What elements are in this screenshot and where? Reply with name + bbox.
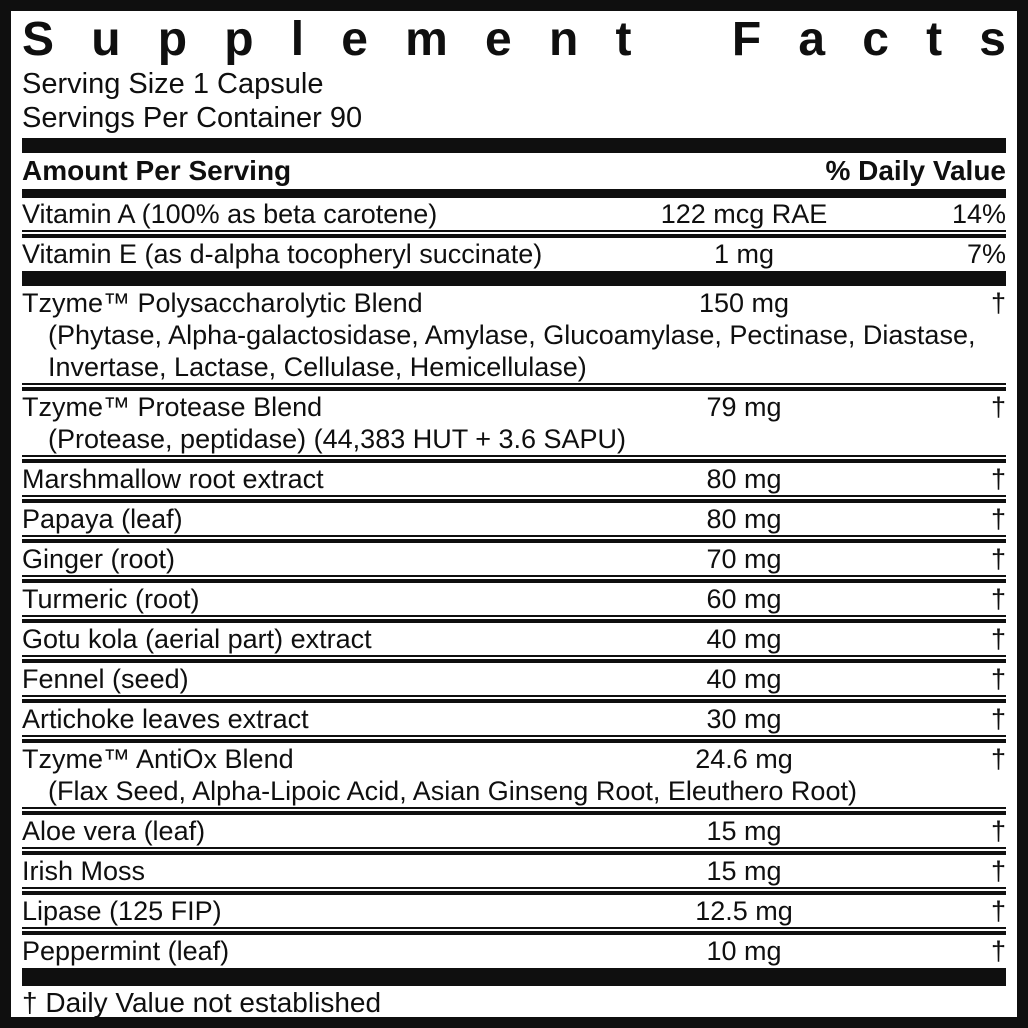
ingredient-name: Irish Moss (22, 856, 146, 886)
ingredient-row (22, 695, 1006, 735)
ingredient-amount: 12.5 mg (695, 896, 793, 926)
serving-size: Serving Size 1 Capsule (22, 68, 324, 100)
ingredient-row (22, 887, 1006, 927)
ingredient-amount: 80 mg (706, 504, 782, 534)
footnote: † Daily Value not established (22, 987, 382, 1018)
ingredient-row (22, 230, 1006, 270)
row-divider (22, 735, 1006, 743)
ingredient-name: Vitamin E (as d-alpha tocopheryl succinate) (22, 239, 543, 269)
ingredient-amount: 15 mg (706, 856, 782, 886)
ingredient-name: Vitamin A (100% as beta carotene) (22, 199, 438, 229)
ingredient-row (22, 271, 1006, 383)
ingredient-name: Aloe vera (leaf) (22, 816, 206, 846)
ingredient-amount: 150 mg (698, 288, 790, 318)
row-divider (22, 615, 1006, 623)
ingredient-row (22, 615, 1006, 655)
ingredient-daily-value: † (990, 704, 1006, 734)
ingredient-amount: 40 mg (706, 624, 782, 654)
ingredient-amount: 40 mg (706, 664, 782, 694)
row-divider (22, 455, 1006, 463)
ingredient-name: Gotu kola (aerial part) extract (22, 624, 372, 654)
row-divider (22, 927, 1006, 935)
ingredient-row (22, 495, 1006, 535)
row-divider (22, 655, 1006, 663)
ingredient-row (22, 383, 1006, 455)
section-bar-header (22, 189, 1006, 198)
ingredient-name: Fennel (seed) (22, 664, 189, 694)
ingredient-daily-value: † (990, 624, 1006, 654)
ingredient-daily-value: † (990, 936, 1006, 966)
ingredient-name: Tzyme™ Protease Blend (22, 392, 323, 422)
row-divider (22, 383, 1006, 391)
row-divider (22, 230, 1006, 238)
ingredient-daily-value: † (990, 464, 1006, 494)
row-divider (22, 271, 1006, 286)
page-title: S u p p l e m e n t F a c t s (22, 13, 1006, 66)
ingredient-row (22, 847, 1006, 887)
ingredient-name: Tzyme™ Polysaccharolytic Blend (22, 288, 423, 318)
column-header-row (22, 153, 1006, 189)
ingredient-name: Peppermint (leaf) (22, 936, 230, 966)
ingredient-row (22, 455, 1006, 495)
ingredient-daily-value: † (990, 504, 1006, 534)
row-divider (22, 535, 1006, 543)
ingredient-daily-value: † (990, 744, 1006, 774)
ingredient-daily-value: † (990, 664, 1006, 694)
ingredient-row (22, 535, 1006, 575)
ingredient-daily-value: † (990, 288, 1006, 318)
ingredient-daily-value: 7% (966, 239, 1006, 269)
ingredient-amount: 60 mg (706, 584, 782, 614)
column-header-amount: Amount Per Serving (22, 155, 292, 186)
ingredient-name: Artichoke leaves extract (22, 704, 309, 734)
ingredient-row (22, 735, 1006, 807)
ingredient-daily-value: † (990, 896, 1006, 926)
ingredient-row (22, 575, 1006, 615)
section-bar-top (22, 138, 1006, 153)
ingredient-sub-components: (Protease, peptidase) (44,383 HUT + 3.6 SAPU) (48, 424, 627, 454)
ingredient-amount: 10 mg (706, 936, 782, 966)
ingredient-name: Marshmallow root extract (22, 464, 324, 494)
servings-per-container: Servings Per Container 90 (22, 102, 363, 134)
row-divider (22, 575, 1006, 583)
ingredient-name: Tzyme™ AntiOx Blend (22, 744, 294, 774)
ingredient-amount: 1 mg (713, 239, 775, 269)
section-bar-bottom (22, 968, 1006, 986)
ingredient-amount: 15 mg (706, 816, 782, 846)
row-divider (22, 695, 1006, 703)
row-divider (22, 887, 1006, 895)
ingredient-amount: 70 mg (706, 544, 782, 574)
ingredient-daily-value: † (990, 816, 1006, 846)
ingredient-amount: 30 mg (706, 704, 782, 734)
row-divider (22, 807, 1006, 815)
ingredient-row (22, 198, 1006, 230)
ingredient-row (22, 807, 1006, 847)
ingredient-sub-components: (Phytase, Alpha-galactosidase, Amylase, Glucoamylase, Pectinase, Diastase, Invertase, Lactase, Cellulase, Hemicellulase) (48, 320, 976, 382)
ingredient-daily-value: † (990, 544, 1006, 574)
ingredient-amount: 79 mg (706, 392, 782, 422)
ingredient-amount: 122 mcg RAE (660, 199, 828, 229)
ingredient-name: Lipase (125 FIP) (22, 896, 222, 926)
ingredient-amount: 24.6 mg (695, 744, 793, 774)
ingredient-name: Ginger (root) (22, 544, 176, 574)
ingredient-daily-value: 14% (951, 199, 1006, 229)
row-divider (22, 847, 1006, 855)
row-divider (22, 495, 1006, 503)
ingredient-daily-value: † (990, 584, 1006, 614)
ingredient-amount: 80 mg (706, 464, 782, 494)
column-header-daily-value: % Daily Value (825, 155, 1006, 186)
ingredient-rows (22, 198, 1006, 967)
ingredient-daily-value: † (990, 392, 1006, 422)
ingredient-name: Papaya (leaf) (22, 504, 183, 534)
ingredient-name: Turmeric (root) (22, 584, 200, 614)
ingredient-sub-components: (Flax Seed, Alpha-Lipoic Acid, Asian Ginseng Root, Eleuthero Root) (48, 776, 857, 806)
ingredient-row (22, 655, 1006, 695)
ingredient-row (22, 927, 1006, 967)
ingredient-daily-value: † (990, 856, 1006, 886)
